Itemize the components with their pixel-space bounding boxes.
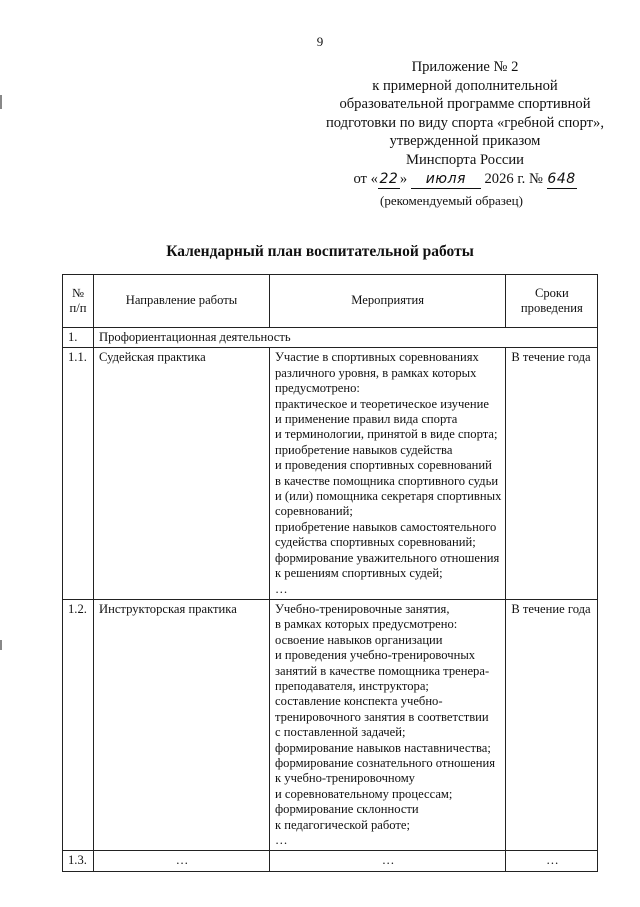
order-date-line — [300, 170, 630, 190]
calendar-plan-table — [62, 274, 598, 872]
activity-line: с поставленной задачей; — [275, 725, 406, 740]
row-terms: В течение года — [506, 599, 598, 851]
appendix-line: Приложение № 2 — [411, 59, 519, 75]
scan-edge-mark — [0, 95, 2, 109]
table-row — [63, 599, 598, 851]
row-direction: Инструкторская практика — [94, 599, 270, 851]
appendix-line: к примерной дополнительной — [372, 77, 558, 94]
activity-line: приобретение навыков самостоятельного — [275, 519, 497, 534]
header-terms: Сроки проведения — [506, 275, 598, 328]
activity-line: формирование сознательного отношения — [275, 755, 496, 770]
activity-line: в качестве помощника спортивного судьи — [275, 473, 499, 488]
table-row — [63, 851, 598, 871]
activity-line: к решениям спортивных судей; — [275, 566, 443, 581]
row-activities — [270, 599, 506, 851]
activity-line: к педагогической работе; — [275, 817, 410, 832]
section-title: Профориентационная деятельность — [94, 328, 598, 348]
row-direction: … — [94, 851, 270, 871]
activity-line: Участие в спортивных соревнованиях — [275, 350, 479, 365]
order-day-handwritten: 22 — [378, 170, 400, 190]
activity-line: формирование уважительного отношения — [275, 550, 500, 565]
section-num: 1. — [63, 328, 94, 348]
order-mid: » — [399, 170, 408, 187]
activity-line: предусмотрено: — [275, 381, 360, 396]
scan-edge-mark — [0, 640, 2, 650]
activity-line: к учебно-тренировочному — [275, 771, 415, 786]
appendix-line: образовательной программе спортивной — [339, 96, 591, 113]
activity-line: занятий в качестве помощника тренера- — [275, 663, 490, 678]
activity-line: преподавателя, инструктора; — [275, 678, 429, 693]
table-row — [63, 348, 598, 600]
document-title: Календарный план воспитательной работы — [166, 243, 474, 260]
row-num: 1.3. — [63, 851, 94, 871]
activity-line: … — [275, 581, 288, 596]
activity-line: и проведения учебно-тренировочных — [275, 648, 476, 663]
appendix-header — [300, 58, 630, 189]
header-direction: Направление работы — [94, 275, 270, 328]
activity-line: освоение навыков организации — [275, 632, 443, 647]
row-activities — [270, 348, 506, 600]
order-year: 2026 г. № — [484, 170, 543, 187]
activity-line: тренировочного занятия в соответствии — [275, 709, 489, 724]
activity-line: и соревновательному процессам; — [275, 786, 453, 801]
activity-line: … — [275, 833, 288, 847]
appendix-line: Минспорта России — [406, 151, 524, 168]
row-terms: В течение года — [506, 348, 598, 600]
header-num: № п/п — [63, 275, 94, 328]
row-activities: … — [270, 851, 506, 871]
activity-line: различного уровня, в рамках которых — [275, 365, 477, 380]
row-terms: … — [506, 851, 598, 871]
activity-line: приобретение навыков судейства — [275, 442, 453, 457]
activity-line: формирование навыков наставничества; — [275, 740, 491, 755]
activity-line: составление конспекта учебно- — [275, 694, 443, 709]
activity-line: и (или) помощника секретаря спортивных — [275, 489, 502, 504]
appendix-line: подготовки по виду спорта «гребной спорт», — [325, 114, 604, 131]
row-num: 1.2. — [63, 599, 94, 851]
recommended-sample-note: (рекомендуемый образец) — [380, 193, 523, 208]
row-direction: Судейская практика — [94, 348, 270, 600]
activity-line: Учебно-тренировочные занятия, — [275, 601, 450, 616]
activity-line: и применение правил вида спорта — [275, 412, 458, 427]
order-number-handwritten: 648 — [547, 170, 577, 190]
activity-line: соревнований; — [275, 504, 353, 519]
table-header-row — [63, 275, 598, 328]
activity-line: судейства спортивных соревнований; — [275, 535, 476, 550]
activity-line: и проведения спортивных соревнований — [275, 458, 492, 473]
section-row — [63, 328, 598, 348]
order-month-handwritten: июля — [411, 170, 481, 190]
header-activities: Мероприятия — [270, 275, 506, 328]
activity-line: формирование склонности — [275, 802, 419, 817]
row-num: 1.1. — [63, 348, 94, 600]
activity-line: практическое и теоретическое изучение — [275, 396, 489, 411]
order-prefix: от « — [353, 170, 378, 187]
activity-line: и терминологии, принятой в виде спорта; — [275, 427, 498, 442]
page-number: 9 — [316, 34, 324, 49]
activity-line: в рамках которых предусмотрено: — [275, 617, 458, 632]
appendix-line: утвержденной приказом — [389, 133, 541, 150]
